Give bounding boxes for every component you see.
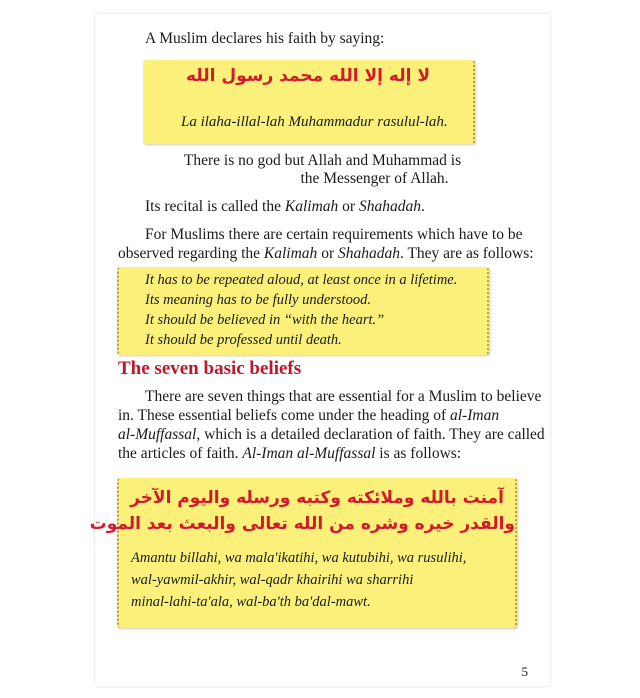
page-number: 5 — [521, 664, 528, 679]
kalimah-panel — [143, 60, 475, 144]
iman-arabic-line-1: آمنت بالله وملائكته وكتبه ورسله واليوم الآخر — [130, 488, 504, 508]
requirements-line-1: For Muslims there are certain requirements which have to be — [145, 226, 523, 243]
requirement-item: It should be professed until death. — [145, 332, 342, 348]
iman-panel — [89, 478, 517, 628]
requirement-item: Its meaning has to be fully understood. — [145, 292, 371, 308]
section-heading: The seven basic beliefs — [118, 358, 302, 379]
beliefs-line-4 — [118, 443, 461, 464]
intro-line: A Muslim declares his faith by saying: — [145, 30, 385, 47]
iman-arabic-line-2: والقدر خيره وشره من الله تعالى والبعث بعد الموت — [89, 514, 515, 534]
requirement-item: It should be believed in “with the heart.” — [145, 312, 385, 328]
iman-transliteration-line: minal-lahi-ta'ala, wal-ba'th ba'dal-mawt. — [131, 594, 371, 610]
requirements-shahadah: Shahadah — [337, 245, 400, 262]
kalimah-arabic: لا إله إلا الله محمد رسول الله — [185, 66, 430, 86]
meaning-line-1: There is no god but Allah and Muhammad is — [183, 152, 462, 169]
kalimah-transliteration: La ilaha-illal-lah Muhammadur rasulul-lah. — [181, 114, 448, 130]
recital-or: or — [338, 198, 359, 215]
beliefs-line-2-prefix: in. These essential beliefs come under the heading of — [118, 407, 450, 424]
beliefs-line-3-italic: al-Muffassal — [118, 426, 197, 443]
beliefs-line-4-italic: Al-Iman al-Muffassal — [242, 445, 376, 462]
iman-transliteration-line: Amantu billahi, wa mala'ikatihi, wa kutubihi, wa rusulihi, — [131, 550, 467, 566]
requirements-panel — [117, 267, 489, 355]
beliefs-line-2 — [118, 405, 499, 426]
recital-shahadah: Shahadah — [358, 198, 421, 215]
requirements-kalimah: Kalimah — [263, 245, 318, 262]
beliefs-line-2-italic: al-Iman — [450, 407, 500, 424]
beliefs-line-1: There are seven things that are essential for a Muslim to believe — [145, 388, 542, 405]
requirement-item: It has to be repeated aloud, at least once in a lifetime. — [145, 272, 458, 288]
iman-transliteration-line: wal-yawmil-akhir, wal-qadr khairihi wa sharrihi — [131, 572, 414, 588]
requirements-line-2 — [118, 243, 534, 264]
recital-line — [145, 196, 425, 217]
recital-kalimah: Kalimah — [284, 198, 339, 215]
recital-prefix: Its recital is called the — [145, 198, 285, 215]
beliefs-line-4-prefix: the articles of faith. — [118, 445, 243, 462]
recital-end: . — [420, 198, 425, 215]
meaning-line-2: the Messenger of Allah. — [300, 170, 449, 187]
beliefs-line-3 — [118, 424, 545, 445]
beliefs-line-4-suffix: is as follows: — [375, 445, 462, 462]
beliefs-line-3-suffix: , which is a detailed declaration of faith. They are called — [196, 426, 545, 443]
requirements-suffix: . They are as follows: — [399, 245, 534, 262]
book-page — [89, 14, 550, 686]
requirements-or: or — [317, 245, 338, 262]
requirements-prefix: observed regarding the — [118, 245, 264, 262]
